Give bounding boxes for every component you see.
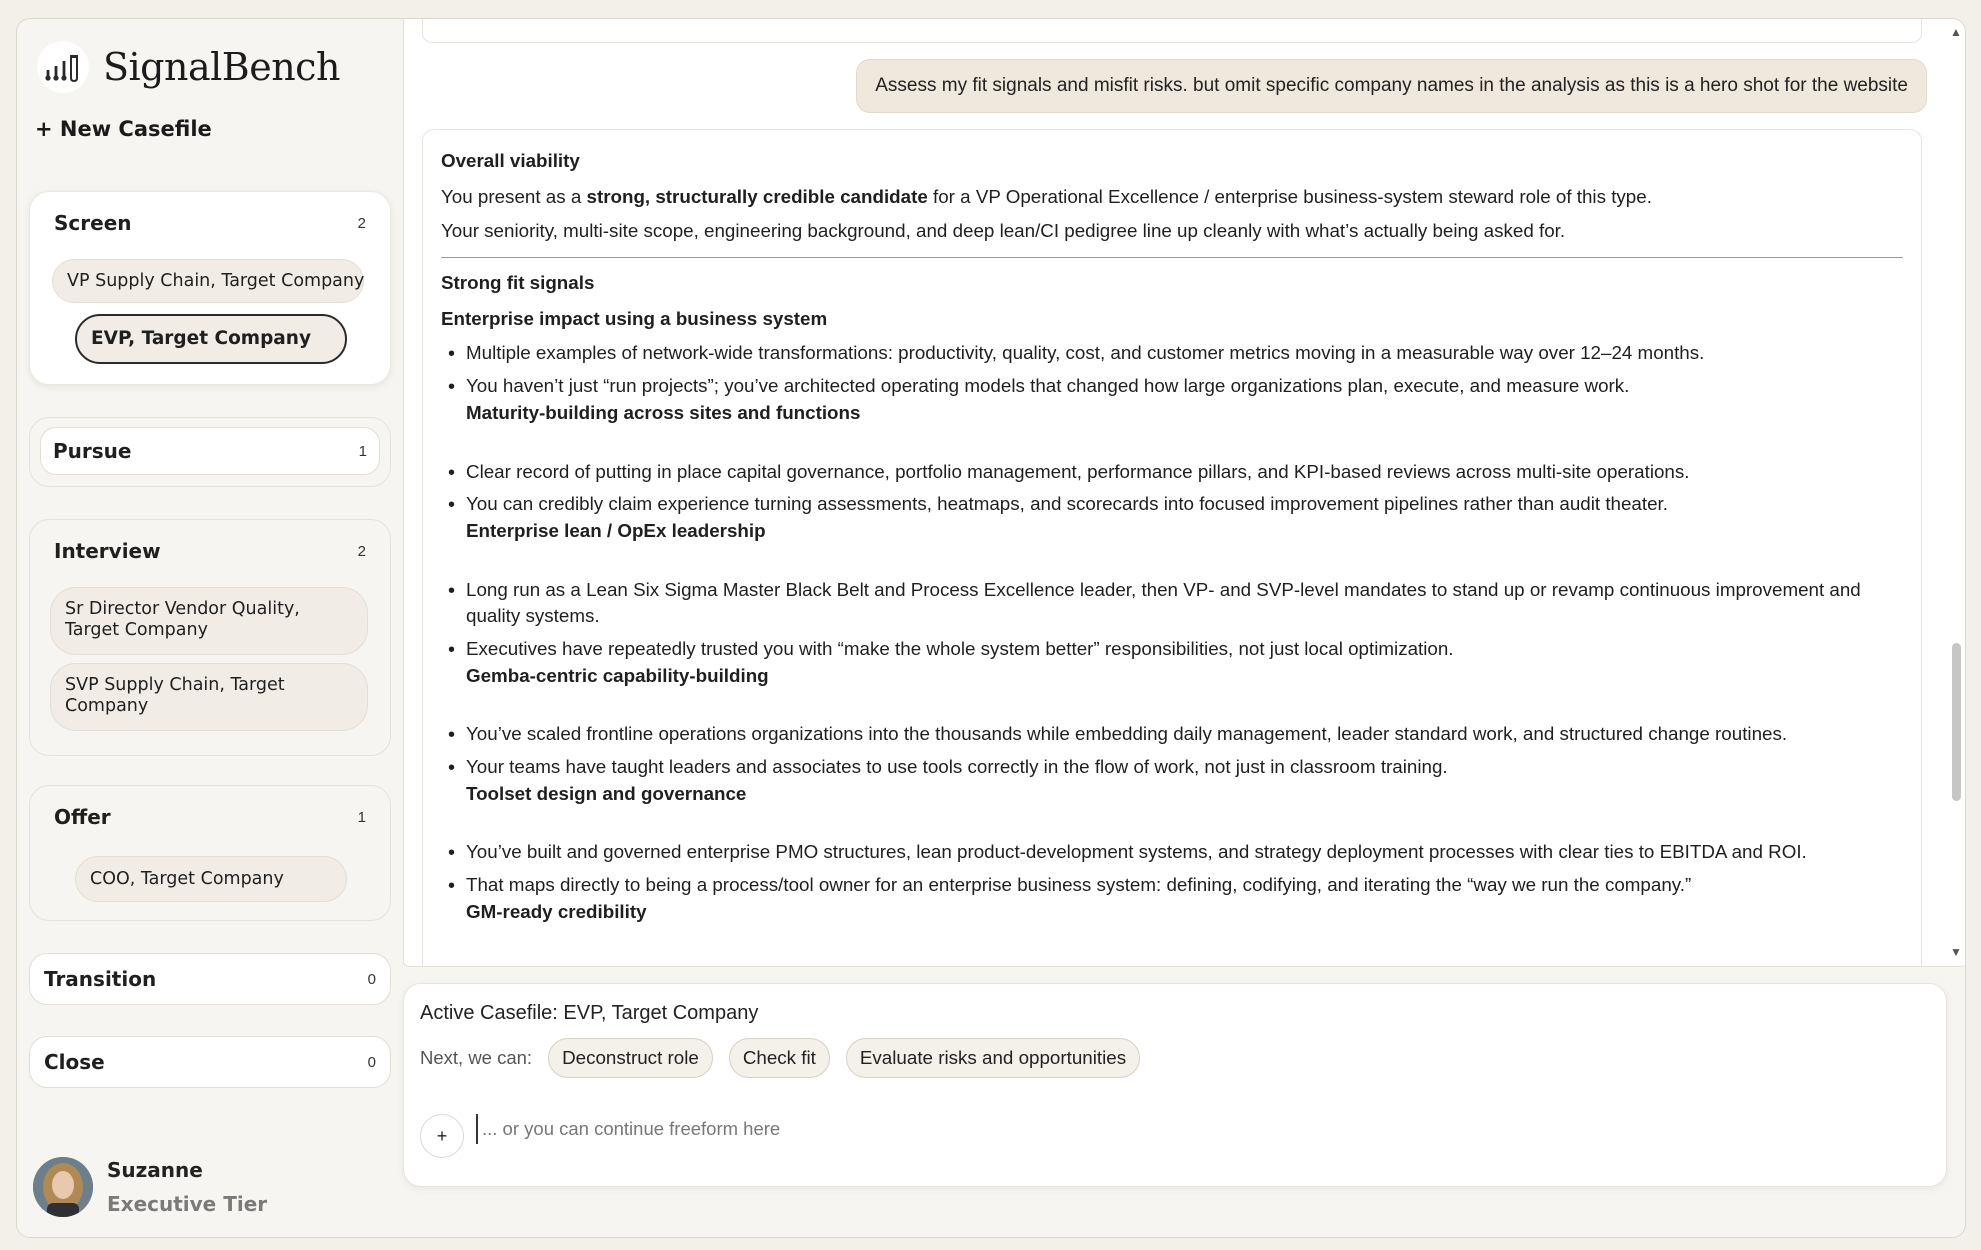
bullet-list: [441, 340, 1903, 399]
scroll-down-icon[interactable]: ▼: [1950, 945, 1962, 959]
casefile-pill[interactable]: SVP Supply Chain, Target Company: [50, 663, 368, 731]
suggestion-row: [420, 1038, 1140, 1078]
bullet-list: [441, 721, 1903, 780]
subsection-heading: Toolset design and governance: [466, 782, 747, 804]
stage-count: 0: [367, 1053, 376, 1071]
user-tier: Executive Tier: [107, 1192, 268, 1216]
stage-header[interactable]: [40, 427, 380, 475]
check-fit-chip[interactable]: Check fit: [729, 1038, 830, 1078]
bullet-list: [441, 459, 1903, 518]
stage-title: Close: [44, 1050, 105, 1074]
scrollbar[interactable]: [1945, 19, 1966, 967]
stage-header[interactable]: [29, 1036, 391, 1088]
previous-message-card: [422, 19, 1922, 43]
deconstruct-role-chip[interactable]: Deconstruct role: [548, 1038, 713, 1078]
paragraph: You present as a strong, structurally credible candidate for a VP Operational Excellence / enterprise business-system steward role of this type.: [441, 185, 1652, 207]
user-profile[interactable]: [33, 1157, 267, 1217]
stage-header[interactable]: [30, 520, 390, 582]
paragraph: Your seniority, multi-site scope, engineering background, and deep lean/CI pedigree line up cleanly with what’s actually being asked for.: [441, 220, 1566, 242]
next-label: Next, we can:: [420, 1047, 533, 1068]
section-heading: Overall viability: [441, 150, 580, 171]
new-casefile-button[interactable]: + New Casefile: [35, 117, 212, 141]
list-item: • Multiple examples of network-wide transformations: productivity, quality, cost, and customer metrics moving in a measurable way over 12–24 months.: [466, 340, 1903, 367]
subsection-heading: GM-ready credibility: [466, 900, 647, 922]
active-casefile-label: Active Casefile: EVP, Target Company: [420, 1002, 759, 1024]
user-message: Assess my fit signals and misfit risks. but omit specific company names in the analysis as this is a hero shot for the website: [856, 59, 1927, 113]
stage-header[interactable]: [30, 192, 390, 254]
section-heading: Strong fit signals: [441, 272, 595, 294]
stage-count: 1: [358, 442, 367, 460]
stage-close: [29, 1036, 391, 1088]
stage-header[interactable]: [30, 786, 390, 848]
bullet-list: [441, 577, 1903, 663]
stage-title: Transition: [44, 967, 157, 991]
evaluate-risks-chip[interactable]: Evaluate risks and opportunities: [846, 1038, 1140, 1078]
list-item: • You’ve scaled frontline operations organizations into the thousands while embedding daily management, leader standard work, and structured change routines.: [466, 721, 1903, 748]
user-name: Suzanne: [107, 1158, 203, 1182]
stage-count: 0: [367, 970, 376, 988]
stage-title: Interview: [54, 539, 161, 563]
stage-count: 2: [357, 542, 366, 560]
stage-title: Offer: [54, 805, 111, 829]
subsection-heading: Enterprise impact using a business system: [441, 307, 828, 329]
brand-name: SignalBench: [103, 45, 340, 89]
list-item: • Your teams have taught leaders and associates to use tools correctly in the flow of work, not just in classroom training.: [466, 754, 1903, 781]
casefile-pill[interactable]: Sr Director Vendor Quality, Target Company: [50, 587, 368, 655]
scrollbar-thumb[interactable]: [1952, 643, 1961, 801]
stage-screen: [29, 191, 391, 385]
avatar: [33, 1157, 93, 1217]
stage-header[interactable]: [29, 953, 391, 1005]
signal-bars-icon: [37, 41, 89, 93]
list-item: • Clear record of putting in place capital governance, portfolio management, performance pillars, and KPI-based reviews across multi-site operations.: [466, 459, 1903, 486]
list-item: • Long run as a Lean Six Sigma Master Black Belt and Process Excellence leader, then VP- and SVP-level mandates to stand up or revamp continuous improvement and quality systems.: [466, 577, 1903, 630]
casefile-pill-selected[interactable]: EVP, Target Company: [75, 314, 347, 364]
app-window: [16, 18, 1966, 1238]
stage-count: 1: [357, 808, 366, 826]
stage-interview: [29, 519, 391, 756]
freeform-input[interactable]: [476, 1114, 1876, 1144]
stage-offer: [29, 785, 391, 921]
bullet-list: [441, 839, 1903, 898]
list-item: • Executives have repeatedly trusted you with “make the whole system better” responsibilities, not just local optimization.: [466, 636, 1903, 663]
subsection-heading: Maturity-building across sites and functions: [466, 401, 861, 423]
stage-count: 2: [357, 214, 366, 232]
list-item: • You can credibly claim experience turning assessments, heatmaps, and scorecards into focused improvement pipelines rather than audit theater.: [466, 491, 1903, 518]
chat-transcript[interactable]: [403, 19, 1966, 967]
list-item: • You’ve built and governed enterprise PMO structures, lean product-development systems, and strategy deployment processes with clear ties to EBITDA and ROI.: [466, 839, 1903, 866]
attach-plus-button[interactable]: +: [420, 1114, 464, 1158]
sidebar: [17, 19, 407, 1237]
composer: [403, 983, 1947, 1187]
brand[interactable]: [37, 41, 340, 93]
subsection-heading: Gemba-centric capability-building: [466, 664, 769, 686]
casefile-pill[interactable]: COO, Target Company: [75, 856, 347, 902]
assistant-answer: [422, 129, 1922, 967]
stage-pursue: [29, 417, 391, 487]
subsection-heading: Enterprise lean / OpEx leadership: [466, 519, 766, 541]
stage-transition: [29, 953, 391, 1005]
scroll-up-icon[interactable]: ▲: [1950, 25, 1962, 39]
list-item: • That maps directly to being a process/tool owner for an enterprise business system: defining, codifying, and iterating the “way we run the company.”: [466, 872, 1903, 899]
stage-title: Screen: [54, 211, 132, 235]
casefile-pill[interactable]: VP Supply Chain, Target Company: [52, 259, 364, 303]
divider: [441, 257, 1903, 258]
stage-title: Pursue: [53, 439, 132, 463]
list-item: • You haven’t just “run projects”; you’ve architected operating models that changed how large organizations plan, execute, and measure work.: [466, 373, 1903, 400]
